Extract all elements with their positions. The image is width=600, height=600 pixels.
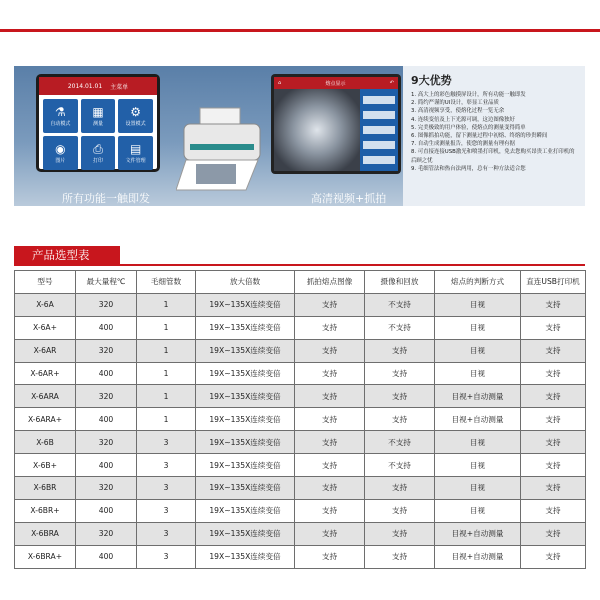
table-cell: 支持	[295, 362, 365, 385]
table-cell: 1	[137, 362, 196, 385]
table-cell: 支持	[521, 316, 586, 339]
grid-icon: ▦	[92, 104, 104, 119]
table-cell: X-6B+	[15, 454, 76, 477]
column-header: 摄像和回放	[365, 271, 435, 294]
table-cell: 支持	[295, 545, 365, 568]
caption-touch: 所有功能一触即发	[62, 192, 150, 205]
back-icon: ↶	[389, 80, 394, 86]
advantage-item: 9. 毛细管法和热台法两用，总有一种方法适合您	[411, 165, 526, 172]
table-row	[15, 431, 586, 454]
table-cell: 支持	[521, 362, 586, 385]
table-cell: 1	[137, 408, 196, 431]
table-cell: 19X~135X连续变倍	[196, 477, 295, 500]
table-cell: 19X~135X连续变倍	[196, 408, 295, 431]
tile-print: ⎙ 打印	[81, 136, 116, 170]
table-cell: 1	[137, 385, 196, 408]
table-cell: 19X~135X连续变倍	[196, 293, 295, 316]
table-cell: 支持	[295, 477, 365, 500]
table-cell: 目视+自动测量	[435, 522, 521, 545]
table-cell: 400	[76, 499, 137, 522]
table-cell: 1	[137, 339, 196, 362]
advantage-item: 6. 图像抓拍功能，留下测量过程中初熔、终熔的珍贵瞬间	[411, 133, 548, 140]
table-cell: 400	[76, 316, 137, 339]
column-header: 放大倍数	[196, 271, 295, 294]
table-cell: 400	[76, 545, 137, 568]
table-cell: 3	[137, 499, 196, 522]
table-cell: 目视+自动测量	[435, 408, 521, 431]
table-cell: 不支持	[365, 316, 435, 339]
table-cell: 支持	[365, 522, 435, 545]
column-header: 熔点的判断方式	[435, 271, 521, 294]
table-cell: 400	[76, 454, 137, 477]
tablet-title: 主菜单	[110, 83, 129, 91]
gear-icon: ⚙	[130, 104, 142, 119]
table-cell: 19X~135X连续变倍	[196, 454, 295, 477]
table-cell: 400	[76, 362, 137, 385]
table-cell: 3	[137, 522, 196, 545]
advantages-panel	[403, 66, 585, 206]
tile-files: ▤ 文件管理	[118, 136, 153, 170]
table-cell: 320	[76, 522, 137, 545]
printer-icon	[176, 104, 268, 196]
product-banner	[14, 66, 585, 206]
table-cell: X-6A	[15, 293, 76, 316]
table-cell: 目视	[435, 293, 521, 316]
table-cell: X-6AR+	[15, 362, 76, 385]
table-cell: 1	[137, 316, 196, 339]
table-cell: 支持	[295, 454, 365, 477]
tile-image: ◉ 图片	[43, 136, 78, 170]
table-cell: 支持	[295, 385, 365, 408]
tablet-header	[39, 77, 157, 95]
table-cell: 3	[137, 477, 196, 500]
table-cell: 支持	[365, 385, 435, 408]
table-cell: 400	[76, 408, 137, 431]
tablet-screen-image	[36, 74, 160, 172]
folder-icon: ▤	[129, 141, 142, 156]
table-cell: 目视	[435, 316, 521, 339]
table-cell: 19X~135X连续变倍	[196, 339, 295, 362]
column-header: 型号	[15, 271, 76, 294]
monitor-screen-image	[271, 74, 401, 174]
table-cell: 19X~135X连续变倍	[196, 385, 295, 408]
table-cell: 不支持	[365, 454, 435, 477]
table-cell: 目视	[435, 431, 521, 454]
tile-auto: ⚗ 自动模式	[43, 99, 78, 133]
monitor-side-panel	[360, 89, 398, 171]
table-cell: 目视	[435, 454, 521, 477]
table-row	[15, 522, 586, 545]
table-cell: 支持	[365, 362, 435, 385]
table-cell: X-6BRA	[15, 522, 76, 545]
table-cell: 1	[137, 293, 196, 316]
table-cell: 支持	[521, 477, 586, 500]
product-selection-table	[14, 270, 586, 569]
table-cell: X-6ARA+	[15, 408, 76, 431]
section-title: 产品选型表	[14, 246, 120, 265]
table-cell: 支持	[521, 339, 586, 362]
advantage-item: 4. 连续变倍及上下光源可调，这边图像独好	[411, 116, 515, 123]
table-cell: 支持	[365, 339, 435, 362]
table-cell: 目视+自动测量	[435, 385, 521, 408]
table-cell: 支持	[295, 431, 365, 454]
table-cell: 支持	[295, 522, 365, 545]
sample-video-image	[274, 89, 360, 171]
table-cell: 目视	[435, 362, 521, 385]
table-cell: 支持	[365, 499, 435, 522]
section-divider	[14, 264, 585, 266]
table-cell: 支持	[295, 316, 365, 339]
table-cell: 不支持	[365, 431, 435, 454]
tablet-date: 2014.01.01	[67, 82, 103, 90]
table-cell: 目视	[435, 477, 521, 500]
table-cell: X-6BRA+	[15, 545, 76, 568]
table-cell: 支持	[295, 408, 365, 431]
table-cell: 目视	[435, 339, 521, 362]
table-row	[15, 339, 586, 362]
table-cell: 支持	[521, 431, 586, 454]
table-cell: 3	[137, 545, 196, 568]
table-cell: 19X~135X连续变倍	[196, 545, 295, 568]
table-cell: 19X~135X连续变倍	[196, 362, 295, 385]
table-cell: 支持	[295, 339, 365, 362]
advantage-item: 1. 高大上的彩色触摸屏设计，所有功能一触即发	[411, 92, 526, 98]
table-row	[15, 477, 586, 500]
advantage-item: 7. 自动生成测量报告，使您的测量有理有据	[411, 141, 515, 148]
monitor-title: 熔点显示	[325, 80, 346, 87]
table-cell: 320	[76, 293, 137, 316]
table-cell: 支持	[521, 522, 586, 545]
table-cell: 目视+自动测量	[435, 545, 521, 568]
home-icon: ⌂	[278, 80, 282, 86]
advantage-item: 8. 可直接连接USB激光和喷墨打印机，免去您购买昂贵工业打印机的后顾之忧	[411, 149, 575, 164]
advantage-item: 2. 简约严谨的UI设计，彰显工业品质	[411, 100, 499, 107]
table-cell: 320	[76, 339, 137, 362]
table-cell: 支持	[521, 408, 586, 431]
table-row	[15, 408, 586, 431]
table-cell: 支持	[521, 385, 586, 408]
caption-video: 高清视频+抓拍	[311, 192, 387, 205]
top-divider	[0, 29, 600, 32]
table-cell: 支持	[295, 499, 365, 522]
table-cell: 不支持	[365, 293, 435, 316]
table-cell: 3	[137, 454, 196, 477]
table-cell: 19X~135X连续变倍	[196, 316, 295, 339]
printer-icon: ⎙	[93, 141, 103, 156]
table-cell: X-6ARA	[15, 385, 76, 408]
camera-icon: ◉	[55, 141, 66, 156]
table-cell: 320	[76, 385, 137, 408]
table-cell: X-6BR	[15, 477, 76, 500]
table-cell: 目视	[435, 499, 521, 522]
column-header: 毛细管数	[137, 271, 196, 294]
table-cell: X-6BR+	[15, 499, 76, 522]
table-row	[15, 499, 586, 522]
table-row	[15, 385, 586, 408]
table-cell: 支持	[295, 293, 365, 316]
table-cell: 支持	[365, 545, 435, 568]
table-cell: 19X~135X连续变倍	[196, 499, 295, 522]
table-cell: 支持	[521, 454, 586, 477]
table-cell: 3	[137, 431, 196, 454]
column-header: 直连USB打印机	[521, 271, 586, 294]
tile-settings: ⚙ 设置模式	[118, 99, 153, 133]
table-cell: 支持	[365, 408, 435, 431]
column-header: 最大量程℃	[76, 271, 137, 294]
table-header-row	[15, 271, 586, 294]
table-row	[15, 293, 586, 316]
advantage-item: 3. 高清视频享受，使熔化过程一览无余	[411, 108, 505, 115]
table-row	[15, 316, 586, 339]
table-cell: 320	[76, 477, 137, 500]
table-cell: X-6AR	[15, 339, 76, 362]
advantages-title: 9大优势	[411, 74, 452, 87]
table-cell: 320	[76, 431, 137, 454]
table-cell: X-6A+	[15, 316, 76, 339]
tile-measure: ▦ 测量	[81, 99, 116, 133]
table-cell: 支持	[521, 293, 586, 316]
table-row	[15, 454, 586, 477]
table-cell: 支持	[365, 477, 435, 500]
advantage-item: 5. 完美极致的用户体验，使熔点的测量变得简单	[411, 124, 526, 131]
table-cell: X-6B	[15, 431, 76, 454]
table-cell: 支持	[521, 499, 586, 522]
column-header: 抓拍熔点图像	[295, 271, 365, 294]
table-row	[15, 362, 586, 385]
table-cell: 支持	[521, 545, 586, 568]
table-row	[15, 545, 586, 568]
monitor-header	[274, 77, 398, 89]
table-cell: 19X~135X连续变倍	[196, 431, 295, 454]
table-cell: 19X~135X连续变倍	[196, 522, 295, 545]
microscope-icon: ⚗	[54, 104, 66, 119]
